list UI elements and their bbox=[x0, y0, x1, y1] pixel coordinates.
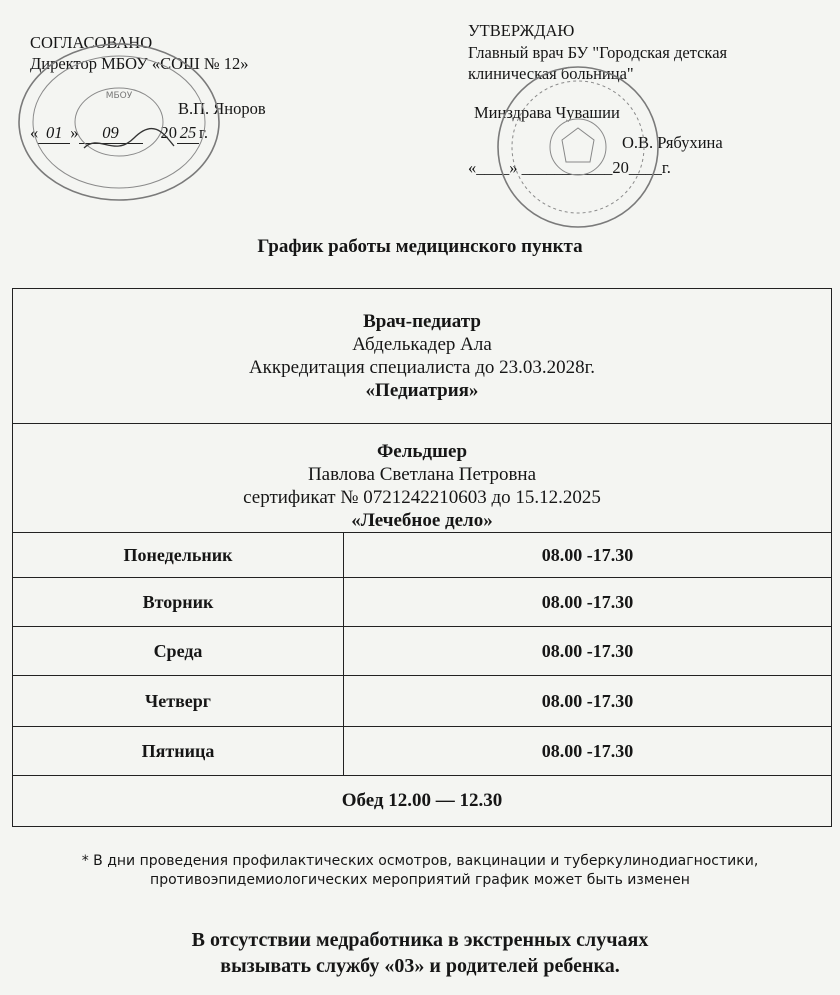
hours-cell: 08.00 -17.30 bbox=[344, 533, 832, 578]
hours-cell: 08.00 -17.30 bbox=[344, 727, 832, 776]
paramedic-role: Фельдшер bbox=[376, 441, 468, 462]
lunch-row bbox=[13, 776, 832, 827]
paramedic-specialty: «Лечебное дело» bbox=[351, 510, 493, 531]
approval-right-heading: УТВЕРЖДАЮ bbox=[468, 21, 575, 40]
paramedic-row bbox=[13, 424, 832, 533]
hours-cell: 08.00 -17.30 bbox=[344, 578, 832, 627]
emergency-notice-line-2: вызывать службу «03» и родителей ребенка. bbox=[220, 955, 620, 977]
paramedic-cell bbox=[13, 424, 832, 533]
date-year-suffix: 25 bbox=[177, 122, 199, 144]
lunch-cell: Обед 12.00 — 12.30 bbox=[13, 776, 832, 827]
table-row bbox=[13, 578, 832, 627]
doctor-name: Абделькадер Ала bbox=[352, 334, 492, 355]
day-cell: Вторник bbox=[13, 578, 344, 627]
day-cell: Среда bbox=[13, 627, 344, 676]
approval-right-position-1: Главный врач БУ "Городская детская bbox=[468, 43, 728, 62]
doctor-specialty: «Педиатрия» bbox=[365, 380, 479, 401]
doctor-accreditation: Аккредитация специалиста до 23.03.2028г. bbox=[248, 357, 596, 378]
doctor-role: Врач-педиатр bbox=[363, 311, 481, 332]
date-day: 01 bbox=[38, 122, 70, 144]
table-row bbox=[13, 676, 832, 727]
table-row bbox=[13, 533, 832, 578]
approval-right-signatory: О.В. Рябухина bbox=[622, 133, 723, 152]
date-close: » bbox=[70, 123, 79, 142]
approval-left-signatory: В.П. Яноров bbox=[178, 99, 266, 118]
approval-right-date: «____» ___________20____г. bbox=[468, 158, 671, 177]
schedule-note bbox=[0, 852, 840, 890]
approval-left-heading: СОГЛАСОВАНО bbox=[30, 33, 153, 52]
paramedic-name: Павлова Светлана Петровна bbox=[307, 464, 537, 485]
hours-cell: 08.00 -17.30 bbox=[344, 676, 832, 727]
date-month: 09 bbox=[79, 122, 143, 144]
date-open: « bbox=[30, 123, 39, 142]
date-unit: г. bbox=[199, 123, 209, 142]
approval-right-position-3: Минздрава Чувашии bbox=[474, 103, 620, 122]
approval-right-position-2: клиническая больница" bbox=[468, 64, 634, 83]
table-row bbox=[13, 627, 832, 676]
page-title: График работы медицинского пункта bbox=[257, 236, 583, 257]
doctor-row bbox=[13, 289, 832, 424]
schedule-note-line-1: * В дни проведения профилактических осмотров, вакцинации и туберкулинодиагностики, bbox=[81, 853, 759, 869]
stamp-left-label: МБОУ bbox=[105, 91, 133, 101]
table-row bbox=[13, 727, 832, 776]
day-cell: Четверг bbox=[13, 676, 344, 727]
schedule-note-line-2: противоэпидемиологических мероприятий график может быть изменен bbox=[150, 872, 690, 888]
date-year-prefix: 20 bbox=[160, 123, 177, 142]
emergency-notice-line-1: В отсутствии медработника в экстренных случаях bbox=[191, 929, 649, 951]
doctor-cell bbox=[13, 289, 832, 424]
day-cell: Пятница bbox=[13, 727, 344, 776]
schedule-table bbox=[12, 288, 832, 827]
emergency-notice bbox=[0, 927, 840, 979]
day-cell: Понедельник bbox=[13, 533, 344, 578]
hours-cell: 08.00 -17.30 bbox=[344, 627, 832, 676]
approval-left-position: Директор МБОУ «СОШ № 12» bbox=[30, 54, 249, 73]
stamp-right-seal bbox=[490, 62, 666, 232]
paramedic-certificate: сертификат № 0721242210603 до 15.12.2025 bbox=[243, 487, 601, 508]
stamp-left-seal bbox=[14, 38, 224, 206]
